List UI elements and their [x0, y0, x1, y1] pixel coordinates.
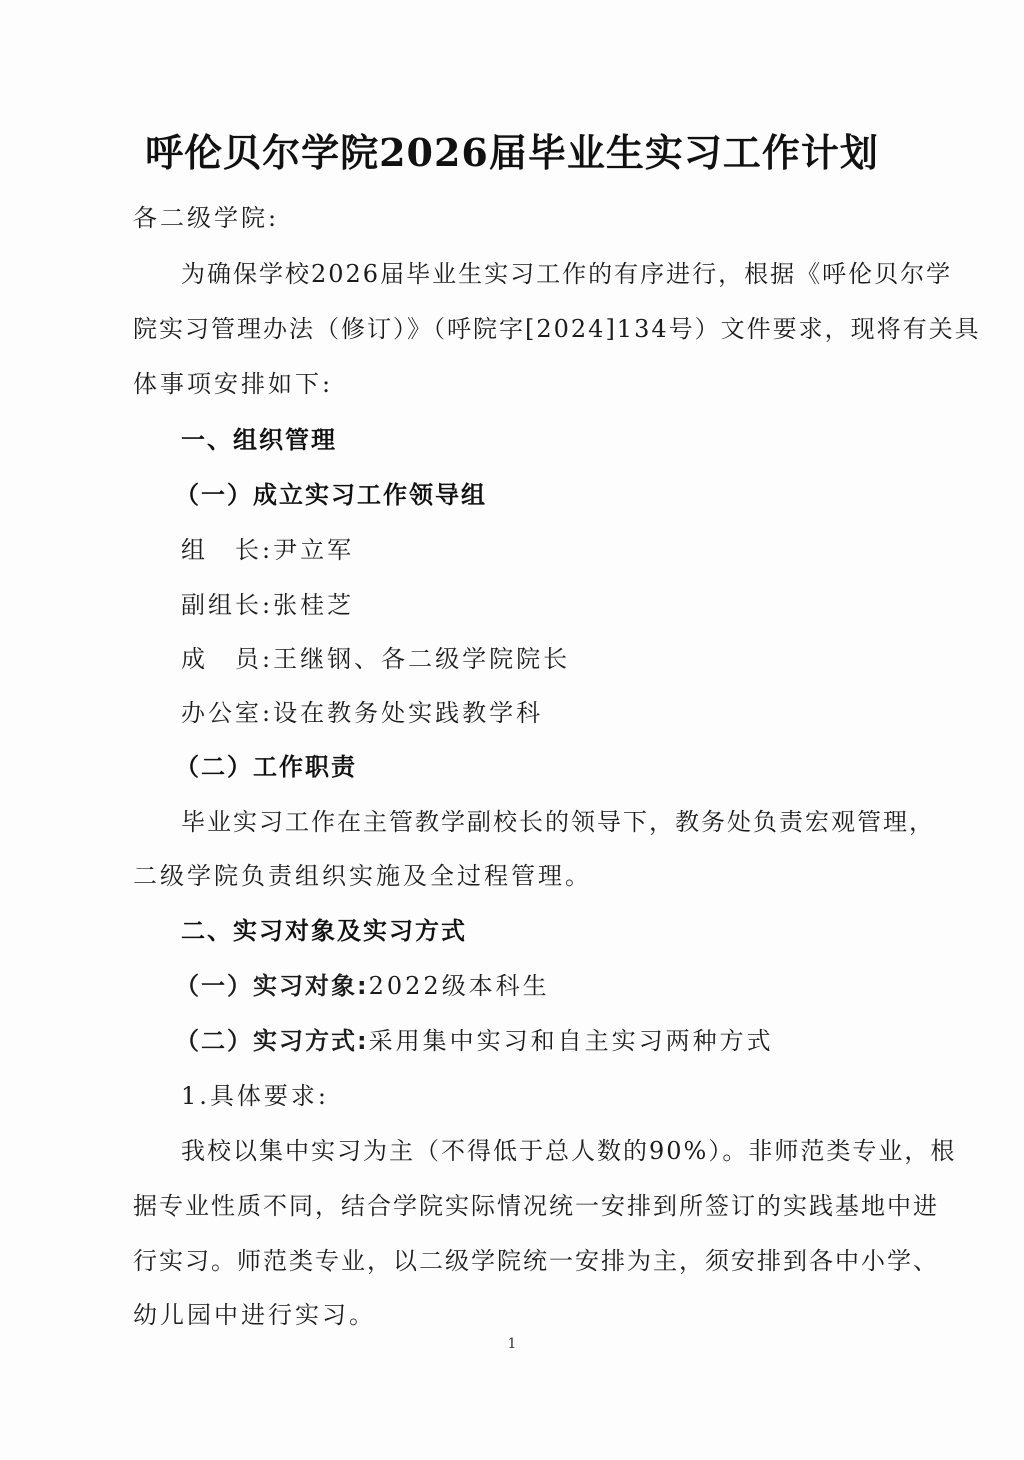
leader-name: 尹立军	[273, 536, 355, 564]
requirements-heading: 1.具体要求:	[181, 1082, 329, 1110]
leader-role: 组 长:	[181, 536, 274, 564]
requirements-line-2: 据专业性质不同，结合学院实际情况统一安排到所签订的实践基地中进	[133, 1192, 939, 1220]
intro-line-2: 院实习管理办法（修订）》（呼院字[2024]134号）文件要求，现将有关具	[133, 315, 981, 343]
duties-line-2: 二级学院负责组织实施及全过程管理。	[133, 862, 592, 890]
section1-heading: 一、组织管理	[181, 426, 337, 454]
internship-target-value: 2022级本科生	[368, 972, 550, 1000]
document-title: 呼伦贝尔学院2026届毕业生实习工作计划	[145, 130, 879, 175]
office-role: 办公室:	[181, 699, 274, 727]
section1-sub2-heading: （二）工作职责	[175, 753, 357, 781]
internship-target-label: （一）实习对象:	[175, 972, 369, 1000]
section2-heading: 二、实习对象及实习方式	[181, 917, 467, 945]
salutation: 各二级学院:	[133, 204, 280, 232]
leader-row	[181, 534, 354, 566]
deputy-leader-role: 副组长:	[181, 591, 274, 619]
intro-line-3: 体事项安排如下:	[133, 370, 334, 398]
deputy-leader-name: 张桂芝	[273, 591, 355, 619]
duties-line-1: 毕业实习工作在主管教学副校长的领导下，教务处负责宏观管理，	[181, 808, 935, 836]
requirements-line-4: 幼儿园中进行实习。	[133, 1301, 376, 1329]
section2-sub1	[175, 970, 550, 1002]
page-number: 1	[507, 1336, 517, 1352]
office-row	[181, 697, 543, 729]
deputy-leader-row	[181, 589, 354, 621]
internship-mode-label: （二）实习方式:	[175, 1027, 369, 1055]
requirements-line-3: 行实习。师范类专业，以二级学院统一安排为主，须安排到各中小学、	[133, 1247, 939, 1275]
members-names: 王继钢、各二级学院院长	[273, 645, 571, 673]
section2-sub2	[175, 1025, 774, 1057]
office-location: 设在教务处实践教学科	[273, 699, 544, 727]
intro-line-1: 为确保学校2026届毕业生实习工作的有序进行，根据《呼伦贝尔学	[181, 260, 953, 288]
members-role: 成 员:	[181, 645, 274, 673]
section1-sub1-heading: （一）成立实习工作领导组	[175, 481, 487, 509]
members-row	[181, 643, 570, 675]
internship-mode-value: 采用集中实习和自主实习两种方式	[368, 1027, 774, 1055]
requirements-line-1: 我校以集中实习为主（不得低于总人数的90%）。非师范类专业，根	[181, 1137, 957, 1165]
